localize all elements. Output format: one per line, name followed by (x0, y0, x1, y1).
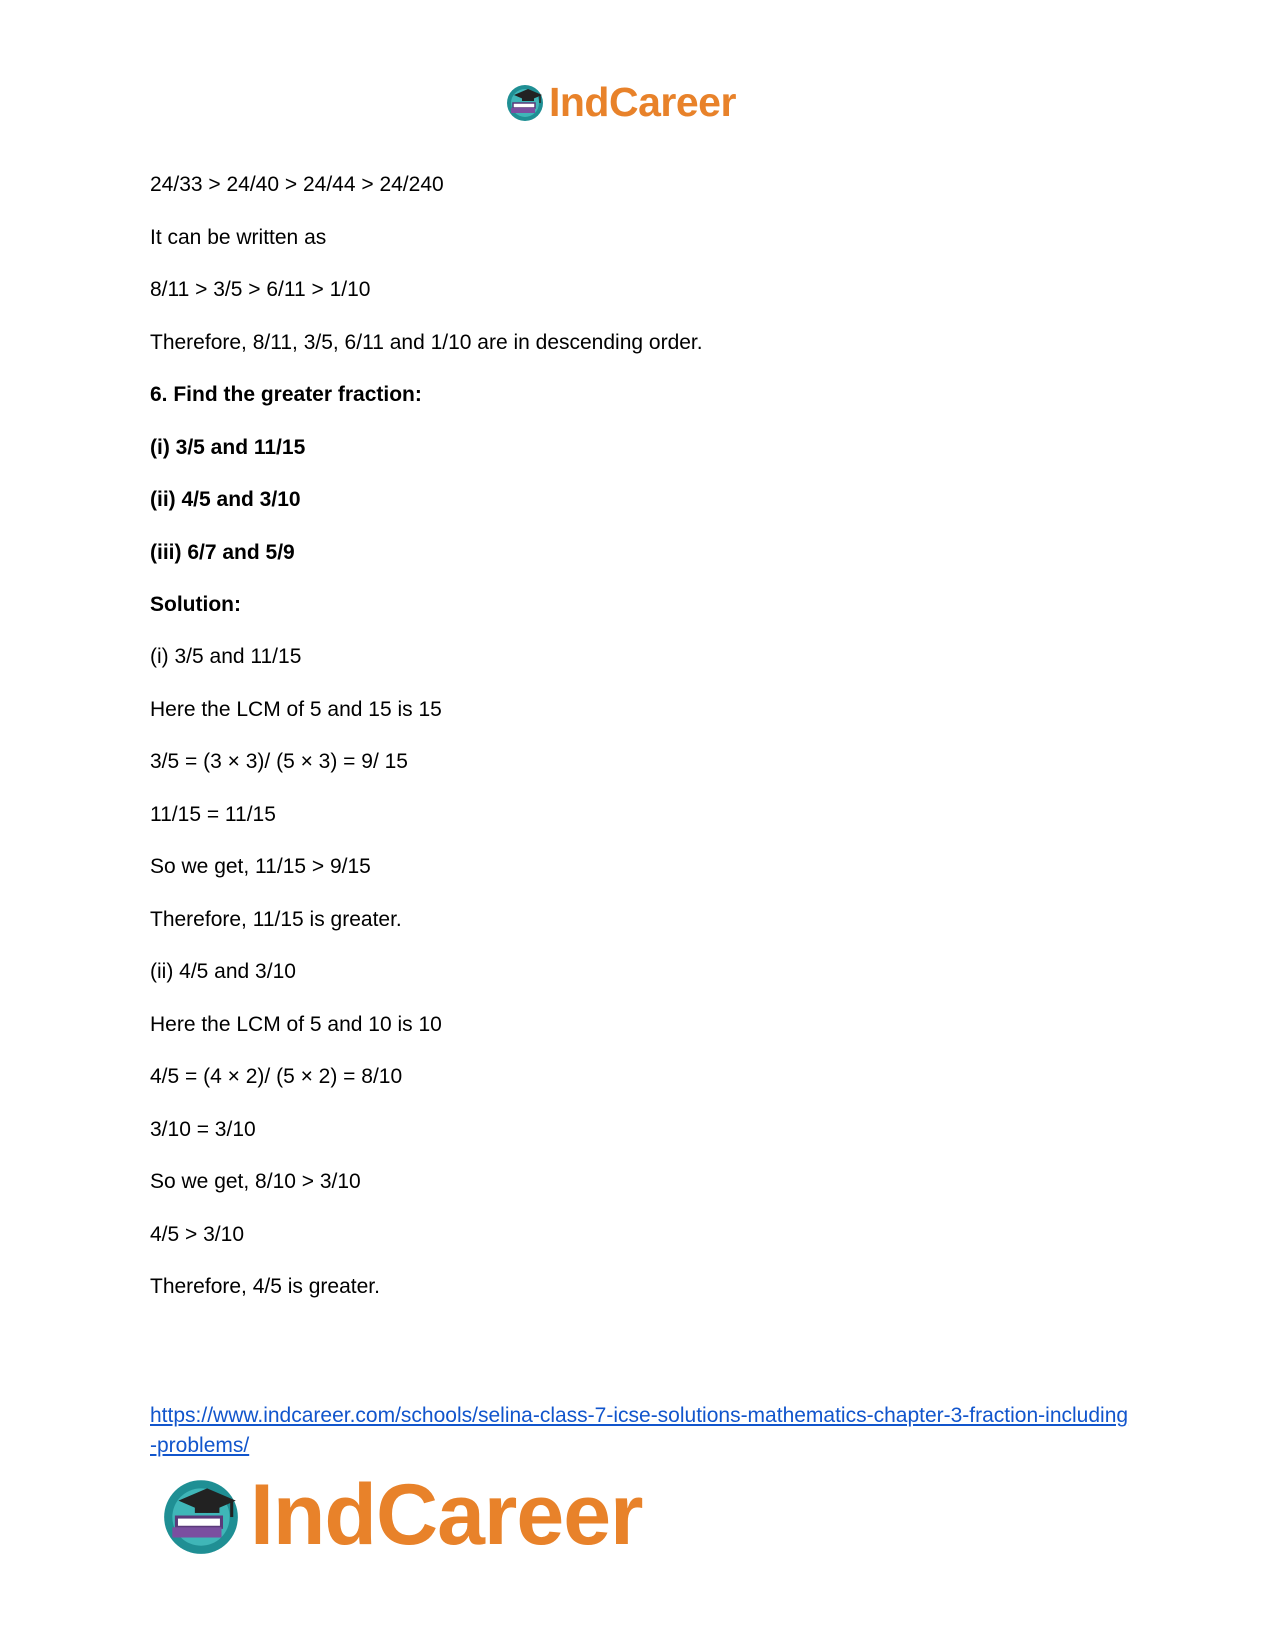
equation-line: 3/5 = (3 × 3)/ (5 × 3) = 9/ 15 (150, 750, 408, 773)
conclusion-line: Therefore, 11/15 is greater. (150, 908, 402, 931)
inequality-chain: 24/33 > 24/40 > 24/44 > 24/240 (150, 173, 444, 196)
source-link[interactable]: https://www.indcareer.com/schools/selina-class-7-icse-solutions-mathematics-chapter-3-fraction-including-problems/ (150, 1404, 1129, 1457)
brand-name: IndCareer (250, 1467, 643, 1563)
footer-logo (158, 1465, 643, 1565)
solution-part: (ii) 4/5 and 3/10 (150, 960, 296, 983)
solution-heading: Solution: (150, 593, 241, 616)
solution-part: (i) 3/5 and 11/15 (150, 645, 302, 668)
text-line: Here the LCM of 5 and 10 is 10 (150, 1013, 442, 1036)
conclusion-line: Therefore, 4/5 is greater. (150, 1275, 380, 1298)
conclusion-line: Therefore, 8/11, 3/5, 6/11 and 1/10 are in descending order. (150, 331, 703, 354)
equation-line: 11/15 = 11/15 (150, 803, 276, 826)
question-part: (ii) 4/5 and 3/10 (150, 488, 301, 511)
text-line: It can be written as (150, 226, 327, 249)
text-line: Here the LCM of 5 and 15 is 15 (150, 698, 442, 721)
equation-line: 3/10 = 3/10 (150, 1118, 256, 1141)
graduation-book-icon (504, 81, 546, 123)
question-heading: 6. Find the greater fraction: (150, 383, 422, 406)
text-line: So we get, 11/15 > 9/15 (150, 855, 371, 878)
question-part: (iii) 6/7 and 5/9 (150, 541, 295, 564)
inequality-chain: 8/11 > 3/5 > 6/11 > 1/10 (150, 278, 371, 301)
header-logo (504, 78, 736, 126)
inequality-line: 4/5 > 3/10 (150, 1223, 244, 1246)
equation-line: 4/5 = (4 × 2)/ (5 × 2) = 8/10 (150, 1065, 403, 1088)
graduation-book-icon (158, 1472, 244, 1558)
question-part: (i) 3/5 and 11/15 (150, 436, 306, 459)
text-line: So we get, 8/10 > 3/10 (150, 1170, 361, 1193)
brand-name: IndCareer (549, 79, 736, 125)
